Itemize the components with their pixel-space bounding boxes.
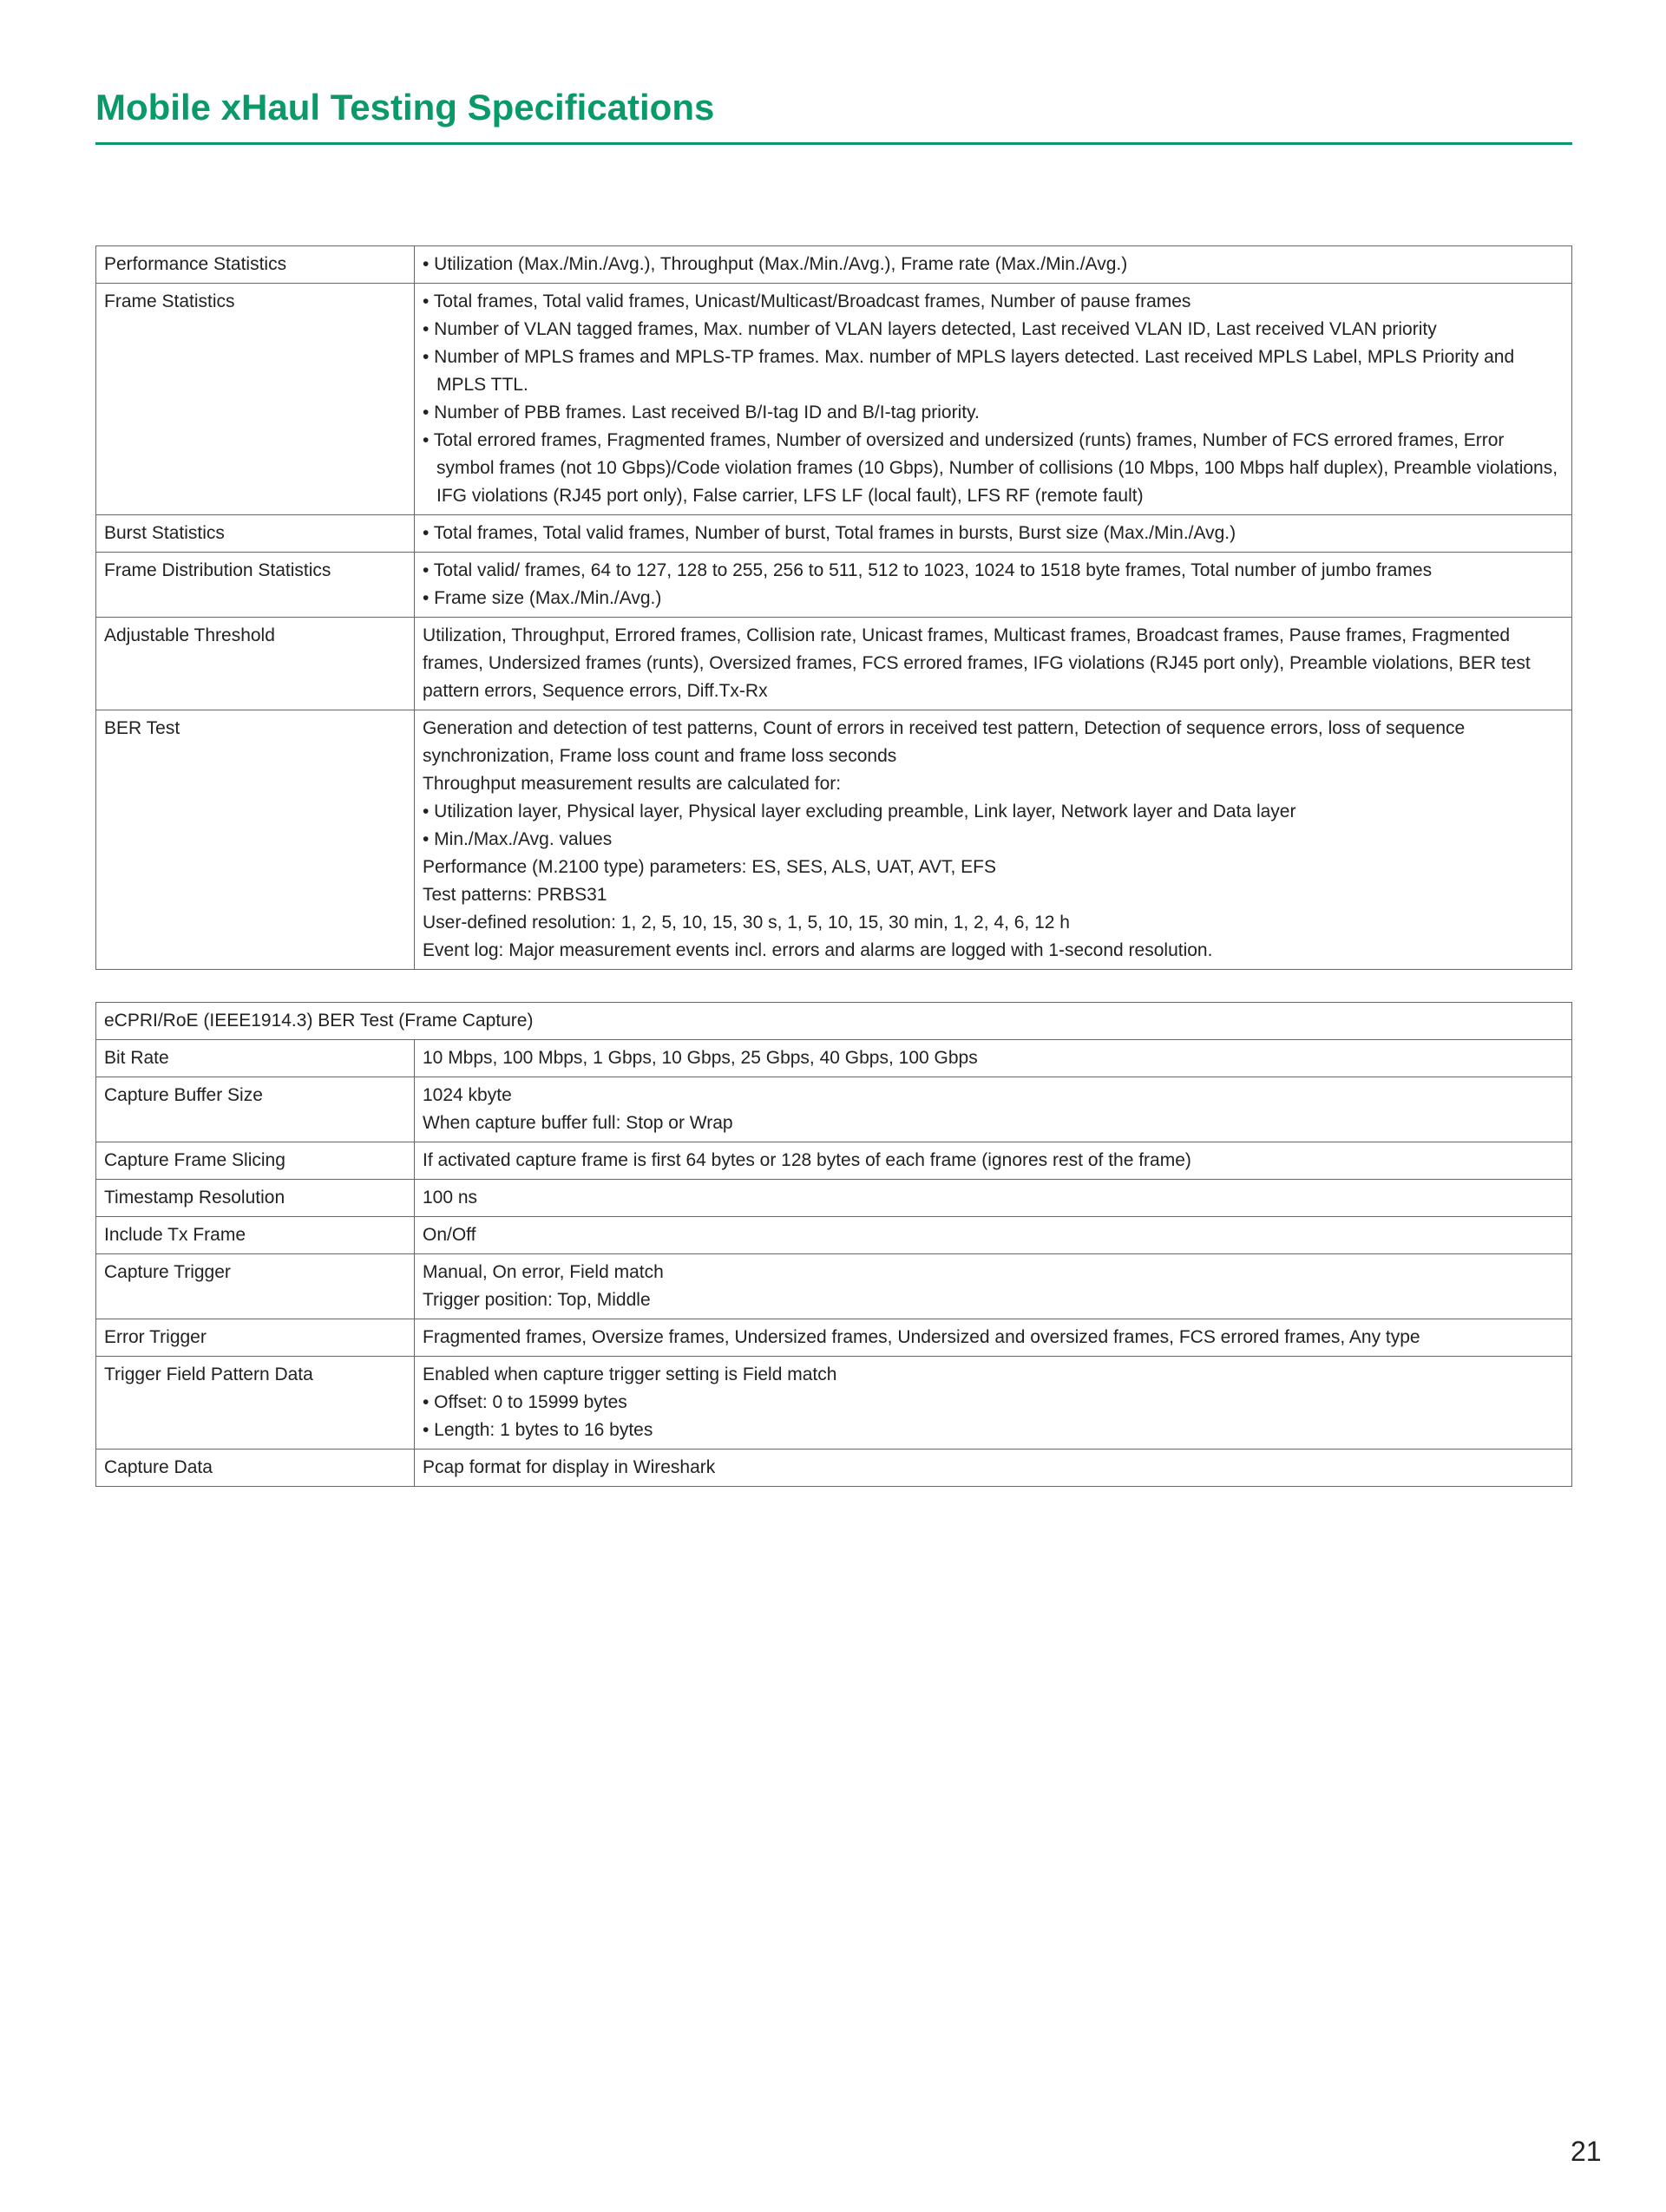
spec-value: [415, 618, 1572, 710]
spec-line: Test patterns: PRBS31: [423, 885, 607, 905]
spec-label: Capture Frame Slicing: [96, 1142, 415, 1180]
spec-value: [415, 284, 1572, 515]
spec-line: 1024 kbyte: [423, 1085, 512, 1105]
table-row: [96, 1319, 1572, 1357]
spec-label: Capture Data: [96, 1450, 415, 1487]
spec-line: If activated capture frame is first 64 bytes or 128 bytes of each frame (ignores rest of the frame): [423, 1150, 1191, 1170]
table-row: [96, 246, 1572, 284]
spec-value: [415, 1319, 1572, 1357]
spec-value: [415, 1254, 1572, 1319]
spec-value: [415, 1357, 1572, 1450]
spec-line: • Frame size (Max./Min./Avg.): [423, 588, 662, 608]
spec-line: Pcap format for display in Wireshark: [423, 1457, 716, 1477]
table-header-row: [96, 1003, 1572, 1040]
table-row: [96, 1254, 1572, 1319]
spec-line: • Min./Max./Avg. values: [423, 829, 613, 849]
spec-label: Error Trigger: [96, 1319, 415, 1357]
spec-line: 10 Mbps, 100 Mbps, 1 Gbps, 10 Gbps, 25 Gbps, 40 Gbps, 100 Gbps: [423, 1048, 978, 1068]
table-row: [96, 1357, 1572, 1450]
spec-label: Timestamp Resolution: [96, 1180, 415, 1217]
spec-line: • Utilization (Max./Min./Avg.), Throughput (Max./Min./Avg.), Frame rate (Max./Min./Avg.): [423, 254, 1128, 274]
spec-line: Manual, On error, Field match: [423, 1262, 664, 1282]
spec-line: Performance (M.2100 type) parameters: ES, SES, ALS, UAT, AVT, EFS: [423, 857, 996, 877]
spec-line: • Utilization layer, Physical layer, Physical layer excluding preamble, Link layer, Network layer and Data layer: [423, 802, 1296, 821]
spec-value: [415, 1450, 1572, 1487]
table-row: [96, 1040, 1572, 1077]
frame-capture-spec-table: [95, 1002, 1572, 1487]
spec-value: [415, 710, 1572, 970]
page-number: 21: [1571, 2136, 1602, 2167]
spec-line: Utilization, Throughput, Errored frames, Collision rate, Unicast frames, Multicast frames, Broadcast frames, Pause frames, Fragmented frames, Undersized frames (runts), Oversized frames, FCS errored frames, IFG violations (RJ45 port only), Preamble violations, BER test pattern errors, Sequence errors, Diff.Tx-Rx: [423, 625, 1531, 701]
spec-value: [415, 1077, 1572, 1142]
spec-value: [415, 1142, 1572, 1180]
spec-line: • Number of PBB frames. Last received B/I-tag ID and B/I-tag priority.: [423, 402, 980, 422]
page-title: Mobile xHaul Testing Specifications: [95, 87, 715, 128]
table-row: [96, 1142, 1572, 1180]
spec-label: Capture Buffer Size: [96, 1077, 415, 1142]
spec-line: • Number of MPLS frames and MPLS-TP frames. Max. number of MPLS layers detected. Last received MPLS Label, MPLS Priority and MPLS TTL.: [423, 347, 1515, 395]
table-row: [96, 284, 1572, 515]
spec-line: • Total valid/ frames, 64 to 127, 128 to 255, 256 to 511, 512 to 1023, 1024 to 1518 byte frames, Total number of jumbo frames: [423, 560, 1433, 580]
spec-line: • Number of VLAN tagged frames, Max. number of VLAN layers detected, Last received VLAN ID, Last received VLAN priority: [423, 319, 1437, 339]
spec-label: Include Tx Frame: [96, 1217, 415, 1254]
spec-value: [415, 1040, 1572, 1077]
spec-line: Generation and detection of test patterns, Count of errors in received test pattern, Detection of sequence errors, loss of sequence synchronization, Frame loss count and frame loss seconds: [423, 718, 1466, 766]
spec-label: Bit Rate: [96, 1040, 415, 1077]
spec-line: On/Off: [423, 1225, 476, 1245]
spec-value: [415, 553, 1572, 618]
spec-line: • Offset: 0 to 15999 bytes: [423, 1392, 627, 1412]
spec-label: Performance Statistics: [96, 246, 415, 284]
table-header: eCPRI/RoE (IEEE1914.3) BER Test (Frame Capture): [96, 1003, 1572, 1040]
statistics-spec-table: [95, 245, 1572, 970]
spec-label: Frame Statistics: [96, 284, 415, 515]
spec-label: Frame Distribution Statistics: [96, 553, 415, 618]
spec-line: Trigger position: Top, Middle: [423, 1290, 651, 1310]
spec-line: User-defined resolution: 1, 2, 5, 10, 15, 30 s, 1, 5, 10, 15, 30 min, 1, 2, 4, 6, 12 h: [423, 913, 1070, 933]
spec-line: • Total errored frames, Fragmented frames, Number of oversized and undersized (runts) frames, Number of FCS errored frames, Error symbol frames (not 10 Gbps)/Code violation frames (10 Gbps), Number of collisions (10 Mbps, 100 Mbps half duplex), Preamble violations, IFG violations (RJ45 port only), False carrier, LFS LF (local fault), LFS RF (remote fault): [423, 430, 1558, 506]
spec-line: Event log: Major measurement events incl. errors and alarms are logged with 1-second resolution.: [423, 940, 1213, 960]
table-row: [96, 618, 1572, 710]
spec-line: When capture buffer full: Stop or Wrap: [423, 1113, 733, 1133]
spec-line: • Length: 1 bytes to 16 bytes: [423, 1420, 653, 1440]
table-row: [96, 1180, 1572, 1217]
table-row: [96, 710, 1572, 970]
table-row: [96, 553, 1572, 618]
spec-label: BER Test: [96, 710, 415, 970]
spec-line: Throughput measurement results are calculated for:: [423, 774, 842, 794]
table-row: [96, 1450, 1572, 1487]
table-row: [96, 1217, 1572, 1254]
spec-line: • Total frames, Total valid frames, Unicast/Multicast/Broadcast frames, Number of pause frames: [423, 291, 1191, 311]
spec-label: Adjustable Threshold: [96, 618, 415, 710]
title-divider: [95, 142, 1572, 145]
spec-value: [415, 246, 1572, 284]
spec-label: Capture Trigger: [96, 1254, 415, 1319]
spec-value: [415, 515, 1572, 553]
spec-line: Fragmented frames, Oversize frames, Undersized frames, Undersized and oversized frames, FCS errored frames, Any type: [423, 1327, 1420, 1347]
table-row: [96, 1077, 1572, 1142]
table-row: [96, 515, 1572, 553]
spec-label: Burst Statistics: [96, 515, 415, 553]
spec-line: Enabled when capture trigger setting is Field match: [423, 1365, 837, 1384]
spec-line: 100 ns: [423, 1188, 478, 1207]
spec-label: Trigger Field Pattern Data: [96, 1357, 415, 1450]
spec-line: • Total frames, Total valid frames, Number of burst, Total frames in bursts, Burst size (Max./Min./Avg.): [423, 523, 1236, 543]
spec-value: [415, 1217, 1572, 1254]
spec-value: [415, 1180, 1572, 1217]
